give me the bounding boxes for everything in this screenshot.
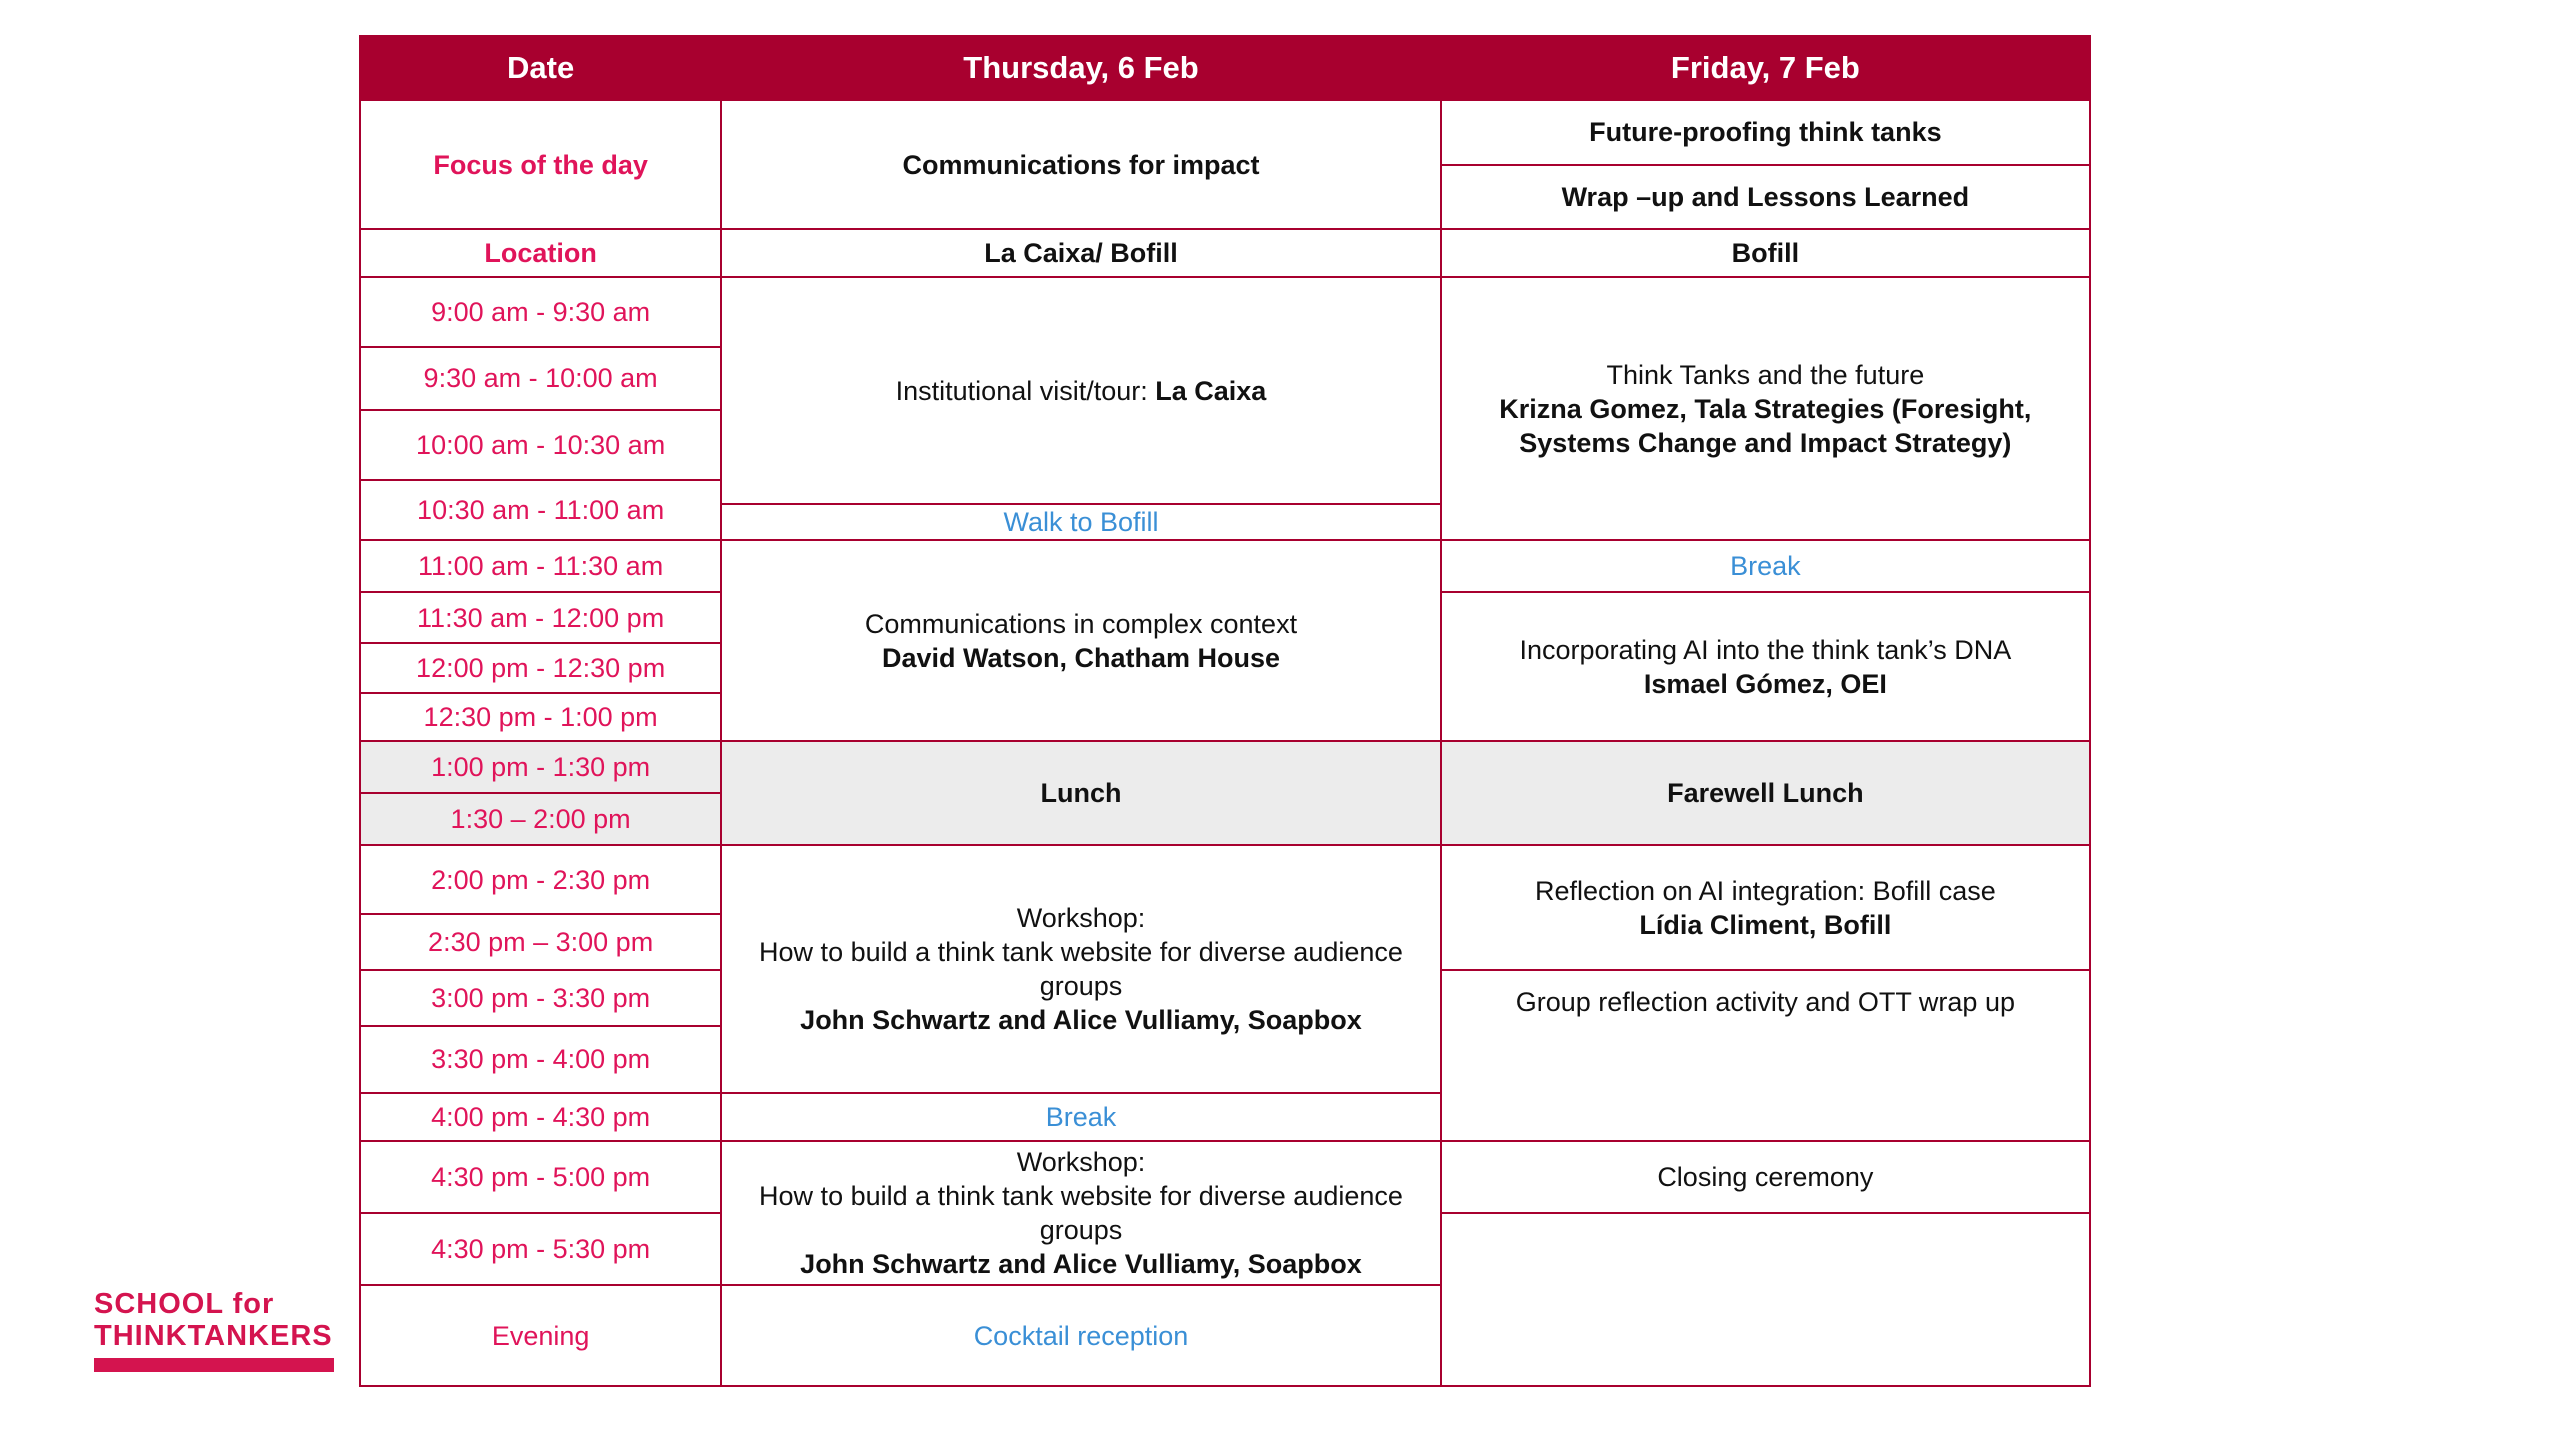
fri-group-reflection: Group reflection activity and OTT wrap up	[1441, 970, 2090, 1141]
focus-row	[360, 100, 2090, 164]
time-slot: 12:30 pm - 1:00 pm	[360, 693, 721, 741]
time-slot: 4:30 pm - 5:30 pm	[360, 1213, 721, 1285]
thu-walk-to-bofill: Walk to Bofill	[721, 504, 1440, 540]
table-row	[360, 845, 2090, 913]
fri-reflection-title: Reflection on AI integration: Bofill case	[1534, 875, 1996, 906]
fri-empty-cell	[1441, 1213, 2090, 1386]
location-label: Location	[360, 229, 721, 277]
location-row	[360, 229, 2090, 277]
thu-lunch: Lunch	[721, 741, 1440, 845]
thu-visit-text: Institutional visit/tour:	[895, 375, 1156, 406]
fri-reflection-session	[1441, 845, 2090, 970]
time-slot: 4:00 pm - 4:30 pm	[360, 1093, 721, 1141]
table-row	[360, 277, 2090, 347]
time-slot: 9:00 am - 9:30 am	[360, 277, 721, 347]
time-slot: 9:30 am - 10:00 am	[360, 347, 721, 409]
time-slot: 11:00 am - 11:30 am	[360, 540, 721, 592]
location-thursday: La Caixa/ Bofill	[721, 229, 1440, 277]
thu-comm-speaker: David Watson, Chatham House	[881, 642, 1281, 673]
fri-future-session	[1441, 277, 2090, 540]
time-slot: 3:30 pm - 4:00 pm	[360, 1026, 721, 1092]
thu-comm-title: Communications in complex context	[864, 608, 1298, 639]
fri-farewell-lunch: Farewell Lunch	[1441, 741, 2090, 845]
logo-line-2: THINKTANKERS	[94, 1320, 333, 1352]
thu-ws2-line1: Workshop:	[1016, 1147, 1146, 1178]
thu-visit-session	[721, 277, 1440, 504]
fri-future-title: Think Tanks and the future	[1606, 359, 1925, 390]
fri-ai-title: Incorporating AI into the think tank’s DNA	[1519, 634, 2012, 665]
time-slot: 10:00 am - 10:30 am	[360, 410, 721, 480]
header-row	[360, 36, 2090, 100]
table-row	[360, 1141, 2090, 1213]
focus-friday-2: Wrap –up and Lessons Learned	[1441, 165, 2090, 229]
thu-workshop-2	[721, 1141, 1440, 1286]
time-slot: 2:30 pm – 3:00 pm	[360, 914, 721, 970]
header-friday: Friday, 7 Feb	[1441, 36, 2090, 100]
fri-closing-ceremony: Closing ceremony	[1441, 1141, 2090, 1213]
agenda-table	[359, 35, 2091, 1387]
thu-workshop-1	[721, 845, 1440, 1092]
focus-label: Focus of the day	[360, 100, 721, 229]
focus-friday-1: Future-proofing think tanks	[1441, 100, 2090, 164]
location-friday: Bofill	[1441, 229, 2090, 277]
logo-line-1: SCHOOL for	[94, 1288, 275, 1320]
school-for-thinktankers-logo	[94, 1288, 334, 1372]
logo-underline	[94, 1358, 334, 1372]
time-slot: 4:30 pm - 5:00 pm	[360, 1141, 721, 1213]
thu-comm-session	[721, 540, 1440, 741]
thu-ws1-line1: Workshop:	[1016, 903, 1146, 934]
time-slot: 1:00 pm - 1:30 pm	[360, 741, 721, 793]
table-row	[360, 741, 2090, 793]
thu-ws2-line2: How to build a think tank website for diverse audience groups	[759, 1181, 1403, 1246]
time-slot: 1:30 – 2:00 pm	[360, 793, 721, 845]
time-slot: 2:00 pm - 2:30 pm	[360, 845, 721, 913]
time-slot: 3:00 pm - 3:30 pm	[360, 970, 721, 1026]
thu-ws1-speaker: John Schwartz and Alice Vulliamy, Soapbox	[800, 1005, 1362, 1036]
thu-visit-venue: La Caixa	[1155, 375, 1267, 406]
header-thursday: Thursday, 6 Feb	[721, 36, 1440, 100]
evening-label: Evening	[360, 1285, 721, 1386]
table-row	[360, 540, 2090, 592]
time-slot: 12:00 pm - 12:30 pm	[360, 643, 721, 693]
thu-ws2-speaker: John Schwartz and Alice Vulliamy, Soapbox	[800, 1249, 1362, 1280]
thu-ws1-line2: How to build a think tank website for diverse audience groups	[759, 937, 1403, 1002]
thu-break: Break	[721, 1093, 1440, 1141]
fri-break-1: Break	[1441, 540, 2090, 592]
fri-future-speaker: Krizna Gomez, Tala Strategies (Foresight, Systems Change and Impact Strategy)	[1499, 393, 2032, 458]
fri-reflection-speaker: Lídia Climent, Bofill	[1639, 909, 1892, 940]
time-slot: 11:30 am - 12:00 pm	[360, 592, 721, 642]
thu-cocktail-reception: Cocktail reception	[721, 1285, 1440, 1386]
fri-ai-speaker: Ismael Gómez, OEI	[1643, 668, 1887, 699]
header-date: Date	[360, 36, 721, 100]
time-slot: 10:30 am - 11:00 am	[360, 480, 721, 540]
fri-ai-session	[1441, 592, 2090, 741]
focus-thursday: Communications for impact	[721, 100, 1440, 229]
